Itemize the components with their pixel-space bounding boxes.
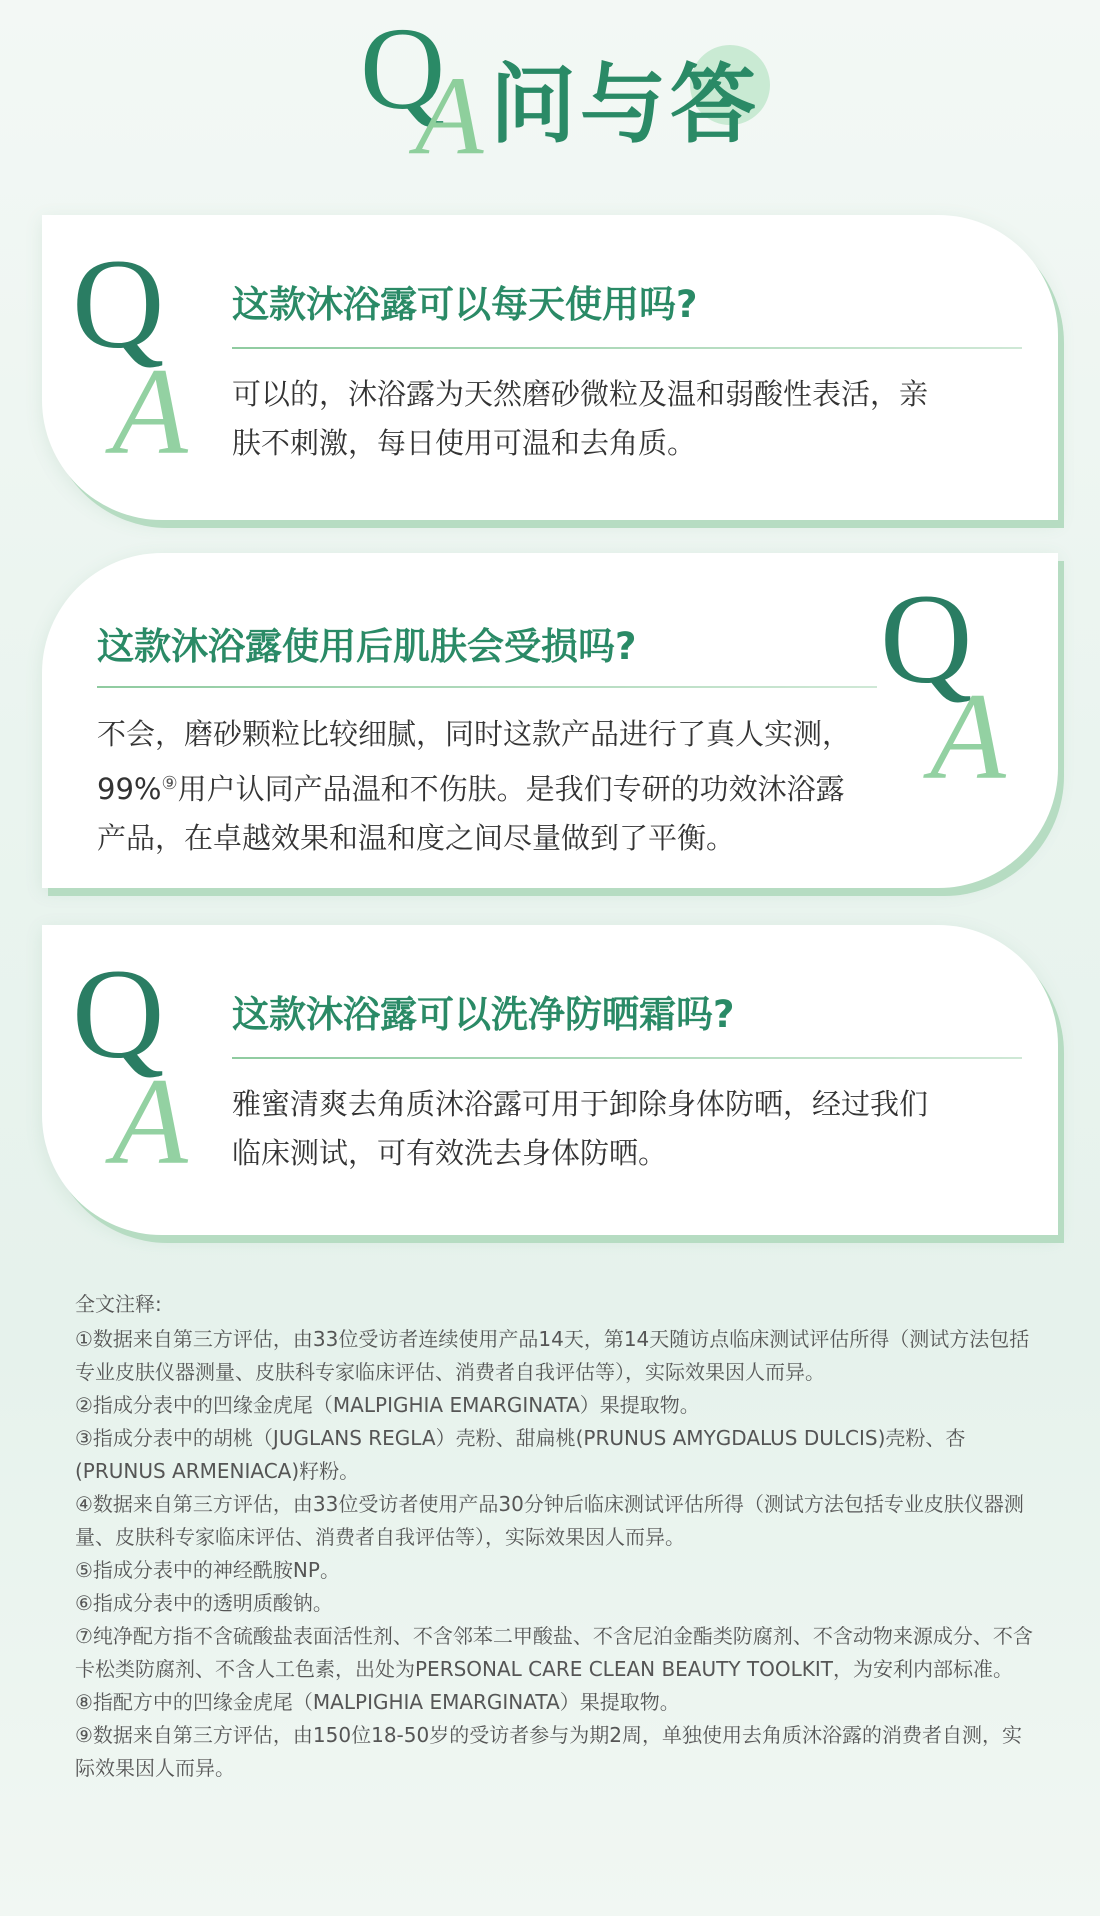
q-letter: Q xyxy=(72,233,165,375)
answer-text xyxy=(232,1080,1042,1178)
footnote-item: ⑦纯净配方指不含硫酸盐表面活性剂、不含邻苯二甲酸盐、不含尼泊金酯类防腐剂、不含动物来源成分、不含卡松类防腐剂、不含人工色素，出处为PERSONAL CARE CLEAN BEAUTY TOOLKIT，为安利内部标准。 xyxy=(75,1624,1033,1681)
footnote-item: ③指成分表中的胡桃（JUGLANS REGLA）壳粉、甜扁桃(PRUNUS AMYGDALUS DULCIS)壳粉、杏(PRUNUS ARMENIACA)籽粉。 xyxy=(75,1426,966,1483)
page-title: 问与答 xyxy=(490,55,760,155)
answer-text xyxy=(97,710,927,863)
footnotes xyxy=(75,1288,1035,1785)
qa-card-2 xyxy=(42,553,1058,888)
q-letter: Q xyxy=(880,568,973,710)
a-letter: A xyxy=(112,1053,188,1190)
divider xyxy=(232,347,1022,349)
answer-line: 不会，磨砂颗粒比较细腻，同时这款产品进行了真人实测， xyxy=(97,717,852,751)
footnote-item: ①数据来自第三方评估，由33位受访者连续使用产品14天，第14天随访点临床测试评估所得（测试方法包括专业皮肤仪器测量、皮肤科专家临床评估、消费者自我评估等），实际效果因人而异。 xyxy=(75,1327,1030,1384)
footnote-ref: ⑨ xyxy=(161,773,178,794)
question-text: 这款沐浴露可以洗净防晒霜吗? xyxy=(232,993,735,1036)
a-letter: A xyxy=(930,668,1006,805)
qa-card-1 xyxy=(42,215,1058,520)
footnotes-title: 全文注释: xyxy=(75,1292,162,1316)
answer-line: 可以的，沐浴露为天然磨砂微粒及温和弱酸性表活，亲 xyxy=(232,377,929,411)
answer-line xyxy=(97,759,927,814)
answer-line: 肤不刺激，每日使用可温和去角质。 xyxy=(232,426,697,460)
question-text: 这款沐浴露可以每天使用吗? xyxy=(232,283,698,326)
divider xyxy=(232,1057,1022,1059)
footnote-item: ⑧指配方中的凹缘金虎尾（MALPIGHIA EMARGINATA）果提取物。 xyxy=(75,1690,680,1714)
question-text: 这款沐浴露使用后肌肤会受损吗? xyxy=(97,625,637,668)
answer-line: 雅蜜清爽去角质沐浴露可用于卸除身体防晒，经过我们 xyxy=(232,1087,929,1121)
a-letter: A xyxy=(112,343,188,480)
footnote-item: ⑥指成分表中的透明质酸钠。 xyxy=(75,1591,333,1615)
answer-line: 临床测试，可有效洗去身体防晒。 xyxy=(232,1136,668,1170)
q-letter: Q xyxy=(72,943,165,1085)
answer-line: 产品，在卓越效果和温和度之间尽量做到了平衡。 xyxy=(97,821,736,855)
answer-text xyxy=(232,370,1042,468)
answer-line-start: 99% xyxy=(97,772,162,806)
divider xyxy=(97,686,877,688)
header-a-letter: A xyxy=(415,54,484,178)
footnote-item: ⑨数据来自第三方评估，由150位18-50岁的受访者参与为期2周，单独使用去角质沐浴露的消费者自测，实际效果因人而异。 xyxy=(75,1723,1022,1780)
qa-card-3 xyxy=(42,925,1058,1235)
footnote-item: ⑤指成分表中的神经酰胺NP。 xyxy=(75,1558,340,1582)
page-header xyxy=(0,0,1100,200)
answer-line-rest: 用户认同产品温和不伤肤。是我们专研的功效沐浴露 xyxy=(177,772,845,806)
header-q-letter: Q xyxy=(360,3,446,134)
footnote-item: ②指成分表中的凹缘金虎尾（MALPIGHIA EMARGINATA）果提取物。 xyxy=(75,1393,700,1417)
footnote-item: ④数据来自第三方评估，由33位受访者使用产品30分钟后临床测试评估所得（测试方法包括专业皮肤仪器测量、皮肤科专家临床评估、消费者自我评估等），实际效果因人而异。 xyxy=(75,1492,1024,1549)
